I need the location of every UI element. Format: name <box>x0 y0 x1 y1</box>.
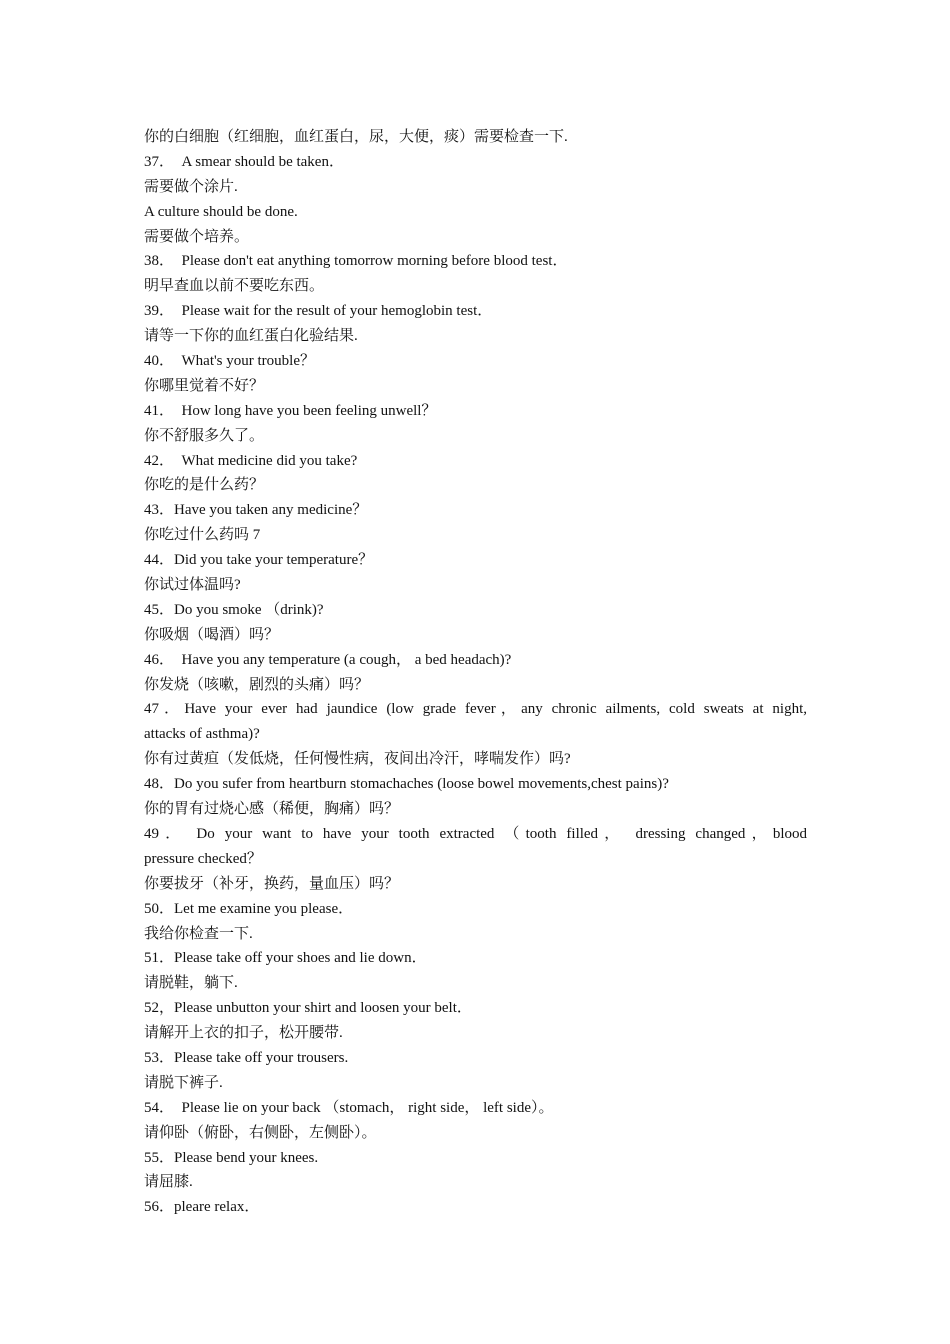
text-line: 42． What medicine did you take? <box>144 452 358 469</box>
text-line: 你吃过什么药吗 7 <box>144 527 261 544</box>
text-line: 56．pleare relax． <box>144 1199 260 1216</box>
text-line: 52，Please unbutton your shirt and loosen your belt． <box>144 1000 472 1017</box>
text-line: 43．Have you taken any medicine？ <box>144 502 368 519</box>
text-line: 需要做个涂片. <box>144 178 238 195</box>
text-line: 我给你检查一下. <box>144 925 253 942</box>
text-line: 49． Do your want to have your tooth extracted （tooth filled， dressing changed，blood <box>144 825 807 842</box>
text-line: 50．Let me examine you please． <box>144 900 354 917</box>
text-line: 请屈膝. <box>144 1174 193 1191</box>
text-line: 请解开上衣的扣子，松开腰带. <box>144 1025 343 1042</box>
text-line: 你的胃有过烧心感（稀便，胸痛）吗？ <box>144 801 400 818</box>
text-line: 你试过体温吗? <box>144 577 241 594</box>
text-line: 39． Please wait for the result of your hemoglobin test． <box>144 303 493 320</box>
text-line: 54． Please lie on your back （stomach， right side， left side）。 <box>144 1099 554 1116</box>
text-line: A culture should be done. <box>144 203 298 220</box>
text-line: 需要做个培养。 <box>144 228 250 245</box>
text-line: pressure checked？ <box>144 850 262 867</box>
text-line: 55．Please bend your knees. <box>144 1149 319 1166</box>
text-line: 你吸烟（喝酒）吗？ <box>144 626 280 643</box>
text-line: 38． Please don't eat anything tomorrow morning before blood test． <box>144 253 568 270</box>
text-line: 请脱下裤子. <box>144 1074 223 1091</box>
text-line: 45．Do you smoke （drink)? <box>144 601 324 618</box>
text-line: 41． How long have you been feeling unwell？ <box>144 402 437 419</box>
text-line: 40． What's your trouble？ <box>144 353 316 370</box>
text-line: 你哪里觉着不好？ <box>144 377 265 394</box>
text-line: 44．Did you take your temperature？ <box>144 552 374 569</box>
text-line: 37． A smear should be taken． <box>144 153 344 170</box>
text-line: 你的白细胞（红细胞，血红蛋白，尿，大便，痰）需要检查一下. <box>144 129 568 145</box>
text-line: 请脱鞋，躺下. <box>144 975 238 992</box>
text-line: 47．Have your ever had jaundice (low grade fever，any chronic ailments, cold sweats at night, <box>144 701 807 718</box>
text-line: 你有过黄疸（发低烧，任何慢性病，夜间出冷汗，哮喘发作）吗? <box>144 751 571 768</box>
text-line: 你发烧（咳嗽，剧烈的头痛）吗？ <box>144 676 370 693</box>
text-line: 46． Have you any temperature (a cough， a bed headach)? <box>144 651 512 668</box>
document-page <box>144 125 807 1220</box>
text-line: 51．Please take off your shoes and lie down． <box>144 950 427 967</box>
text-line: 请等一下你的血红蛋白化验结果. <box>144 328 358 345</box>
text-line: 你要拔牙（补牙，换药，量血压）吗？ <box>144 875 400 892</box>
text-line: 明早查血以前不要吃东西。 <box>144 278 325 295</box>
text-line: 请仰卧（俯卧，右侧卧，左侧卧）。 <box>144 1124 377 1141</box>
text-line: 48．Do you sufer from heartburn stomachaches (loose bowel movements,chest pains)? <box>144 776 669 793</box>
text-line: 你不舒服多久了。 <box>144 427 265 444</box>
text-line: 53．Please take off your trousers. <box>144 1049 349 1066</box>
text-line: 你吃的是什么药？ <box>144 477 265 494</box>
text-line: attacks of asthma)? <box>144 726 260 743</box>
